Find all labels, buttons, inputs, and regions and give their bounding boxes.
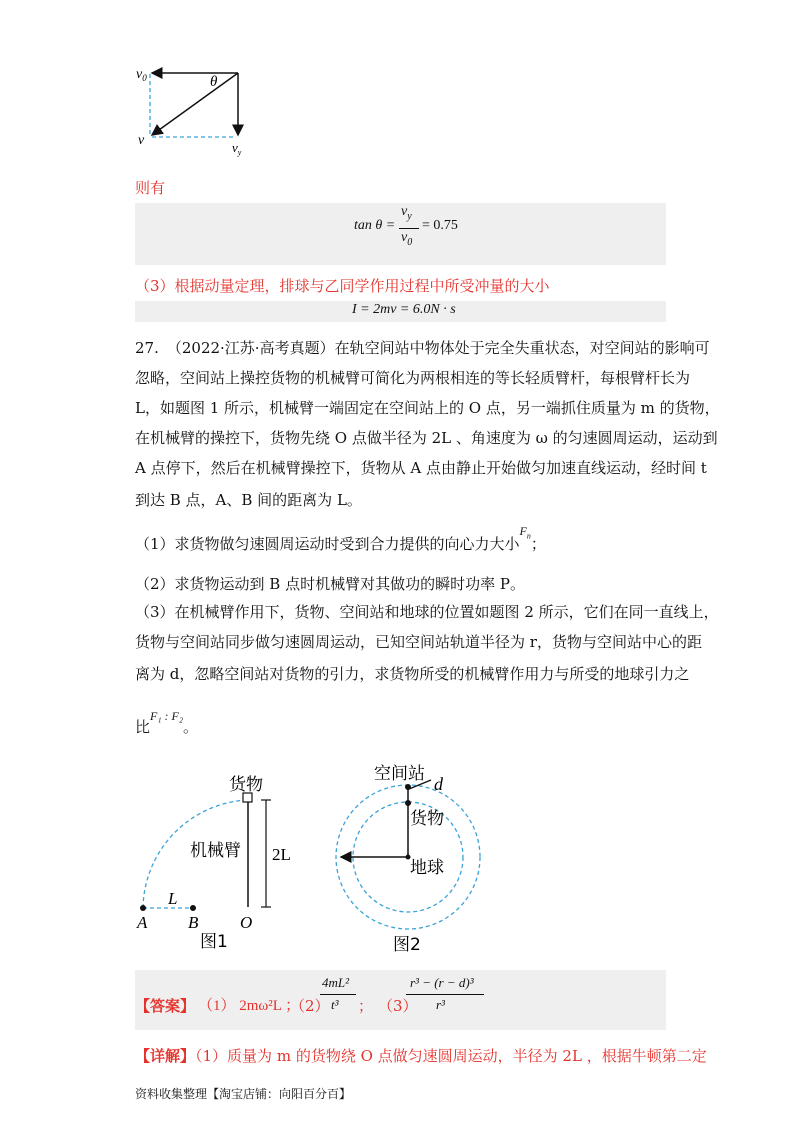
answer-2-end: ； (358, 997, 374, 1015)
figure-1-caption: 图1 (200, 932, 228, 952)
footer-source: 资料收集整理【淘宝店铺：向阳百分百】 (135, 1087, 352, 1101)
question-line-1: 27. （2022·江苏·高考真题）在轨空间站中物体处于完全失重状态，对空间站的影响可 (135, 339, 710, 357)
ratio-symbol: F₁ : F₂ (150, 709, 184, 723)
vy-label: $v_y$ (232, 140, 242, 157)
answer-1: （1） 2mω²L ； (198, 998, 301, 1014)
answer-2-denominator: t³ (331, 997, 339, 1012)
question-line-3: L，如题图 1 所示，机械臂一端固定在空间站上的 O 点，另一端抓住质量为 m 的货物， (135, 399, 720, 417)
sub-question-1: （1）求货物做匀速圆周运动时受到合力提供的向心力大小$^{F_n}$； (135, 524, 546, 553)
then-have-label: 则有 (135, 179, 166, 197)
force-symbol: Fn (519, 524, 531, 541)
detail-line: 【详解】（1）质量为 m 的货物绕 O 点做匀速圆周运动，半径为 2L ，根据牛顿第二定 (135, 1047, 707, 1065)
answer-3-denominator: r³ (436, 997, 445, 1012)
l-label: L (168, 889, 178, 908)
velocity-diagram (130, 60, 260, 160)
v0-label: $v_0$ (136, 67, 147, 83)
answer-2-label: （2） (290, 997, 330, 1015)
answer-3-numerator: r³ − (r − d)³ (410, 975, 474, 990)
earth-label: 地球 (410, 858, 444, 878)
question-line-2: 忽略，空间站上操控货物的机械臂可简化为两根相连的等长轻质臂杆，每根臂杆长为 (135, 369, 691, 387)
figure-2-caption: 图2 (393, 935, 421, 955)
cargo-label: 货物 (229, 775, 263, 795)
equation-impulse: I = 2mv = 6.0N · s (352, 302, 456, 317)
question-line-6: 到达 B 点，A、B 间的距离为 L。 (135, 491, 362, 509)
sub-question-2: （2）求货物运动到 B 点时机械臂对其做功的瞬时功率 P。 (135, 575, 525, 593)
cargo-point (405, 800, 411, 806)
sub-question-3-line-3: 离为 d，忽略空间站对货物的引力，求货物所受的机械臂作用力与所受的地球引力之 (135, 665, 690, 683)
point-a (140, 905, 146, 911)
figure-1 (130, 770, 300, 955)
length-label: 2L (272, 845, 291, 864)
answer-3-fraction-bar (406, 994, 484, 995)
o-label: O (240, 913, 253, 932)
sub-question-3-line-4: 比$^{F_1 : F_2}$。 (135, 709, 199, 736)
theta-label: θ (210, 74, 218, 90)
figure-2 (330, 760, 490, 960)
v-label: v (138, 133, 145, 148)
answer-2-numerator: 4mL² (322, 975, 350, 990)
v-vector (152, 73, 238, 135)
question-line-5: A 点停下，然后在机械臂操控下，货物从 A 点由静止开始做匀加速直线运动，经时间 t (135, 459, 707, 477)
answer-2-fraction-bar (320, 994, 356, 995)
a-label: A (137, 913, 148, 932)
question-line-4: 在机械臂的操控下，货物先绕 O 点做半径为 2L 、角速度为 ω 的匀速圆周运动，运动到 (135, 429, 718, 447)
arm-label: 机械臂 (190, 841, 241, 861)
cargo-label-2: 货物 (410, 809, 444, 829)
point-b (190, 905, 196, 911)
part3-title: （3）根据动量定理，排球与乙同学作用过程中所受冲量的大小 (135, 277, 550, 295)
d-label: d (434, 774, 443, 794)
sub-question-3-line-2: 货物与空间站同步做匀速圆周运动，已知空间站轨道半径为 r，货物与空间站中心的距 (135, 633, 702, 651)
answer-3-label: （3） (378, 997, 418, 1015)
sub-question-3-line-1: （3）在机械臂作用下，货物、空间站和地球的位置如题图 2 所示，它们在同一直线上， (135, 603, 719, 621)
answer-tag: 【答案】 (135, 997, 196, 1015)
station-point (405, 784, 411, 790)
station-label: 空间站 (374, 764, 425, 784)
b-label: B (188, 913, 199, 932)
